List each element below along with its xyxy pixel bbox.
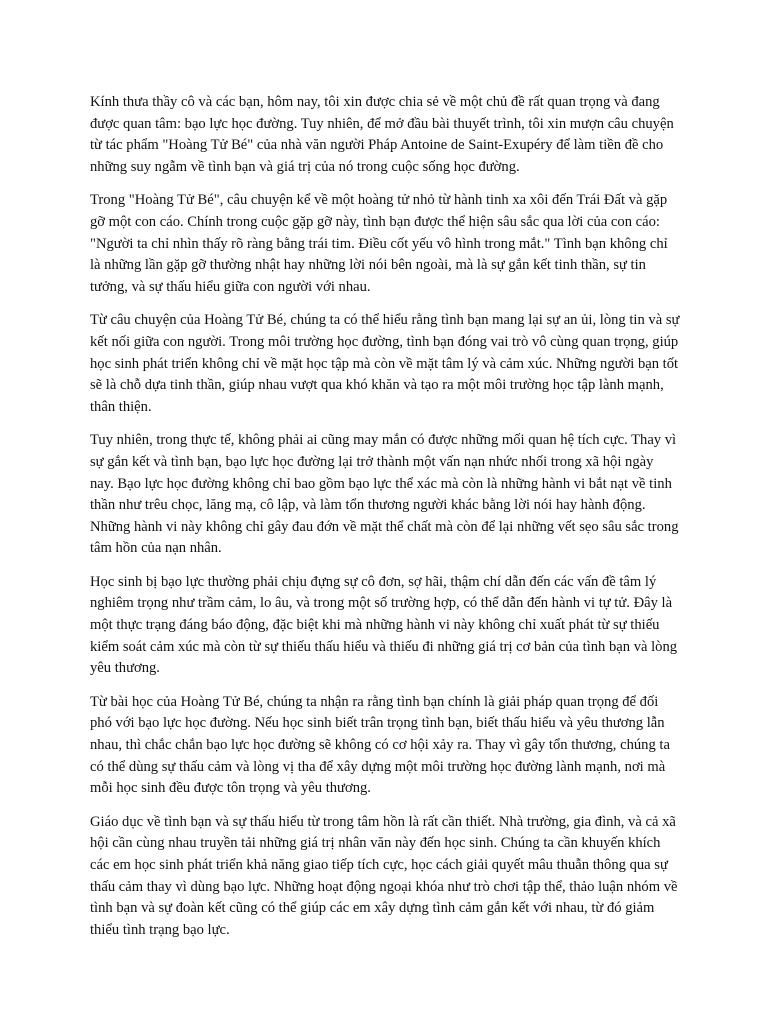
paragraph-5: Học sinh bị bạo lực thường phải chịu đựng sự cô đơn, sợ hãi, thậm chí dẫn đến các vấn đề tâm lý nghiêm trọng như trầm cảm, lo âu, và trong một số trường hợp, có thể dẫn đến hành vi tự tử. Đây là một thực trạng đáng báo động, đặc biệt khi mà những hành vi này không chỉ xuất phát từ sự thiếu kiểm soát cảm xúc mà còn từ sự thiếu thấu hiểu và thiếu đi những giá trị cơ bản của tình bạn và lòng yêu thương. [90,573,678,677]
paragraph-4: Tuy nhiên, trong thực tế, không phải ai cũng may mắn có được những mối quan hệ tích cực. Thay vì sự gắn kết và tình bạn, bạo lực học đường lại trở thành một vấn nạn nhức nhối trong xã hội ngày nay. Bạo lực học đường không chỉ bao gồm bạo lực thể xác mà còn là những hành vi bắt nạt về tinh thần như trêu chọc, lăng mạ, cô lập, và làm tổn thương người khác bằng lời nói hay hành động. Những hành vi này không chỉ gây đau đớn về mặt thể chất mà còn để lại những vết sẹo sâu sắc trong tâm hồn của nạn nhân. [90,432,679,557]
paragraph-2: Trong "Hoàng Tử Bé", câu chuyện kể về một hoàng tử nhỏ từ hành tinh xa xôi đến Trái Đất và gặp gỡ một con cáo. Chính trong cuộc gặp gỡ này, tình bạn được thể hiện sâu sắc qua lời của con cáo: "Người ta chỉ nhìn thấy rõ ràng bằng trái tim. Điều cốt yếu vô hình trong mắt." Tình bạn không chỉ là những lần gặp gỡ thường nhật hay những lời nói bên ngoài, mà là sự gắn kết tinh thần, sự tin tưởng, và sự thấu hiểu giữa con người với nhau. [90,192,668,295]
document-page [90,92,680,953]
paragraph-7: Giáo dục về tình bạn và sự thấu hiểu từ trong tâm hồn là rất cần thiết. Nhà trường, gia đình, và cả xã hội cần cùng nhau truyền tải những giá trị nhân văn này đến học sinh. Chúng ta cần khuyến khích các em học sinh phát triển khả năng giao tiếp tích cực, học cách giải quyết mâu thuẫn thông qua sự thấu cảm thay vì dùng bạo lực. Những hoạt động ngoại khóa như trò chơi tập thể, thảo luận nhóm về tình bạn và sự đoàn kết cũng có thể giúp các em xây dựng tình cảm gắn kết với nhau, từ đó giảm thiểu tình trạng bạo lực. [90,813,678,938]
paragraph-6: Từ bài học của Hoàng Tử Bé, chúng ta nhận ra rằng tình bạn chính là giải pháp quan trọng để đối phó với bạo lực học đường. Nếu học sinh biết trân trọng tình bạn, biết thấu hiểu và yêu thương lẫn nhau, thì chắc chắn bạo lực học đường sẽ không có cơ hội xảy ra. Thay vì gây tổn thương, chúng ta có thể dùng sự thấu cảm và lòng vị tha để xây dựng một môi trường học đường lành mạnh, nơi mà mỗi học sinh đều được tôn trọng và yêu thương. [90,693,670,797]
paragraph-3: Từ câu chuyện của Hoàng Tử Bé, chúng ta có thể hiểu rằng tình bạn mang lại sự an ủi, lòng tin và sự kết nối giữa con người. Trong môi trường học đường, tình bạn đóng vai trò vô cùng quan trọng, giúp học sinh phát triển không chỉ về mặt học tập mà còn về mặt tâm lý và cảm xúc. Những người bạn tốt sẽ là chỗ dựa tinh thần, giúp nhau vượt qua khó khăn và tạo ra một môi trường học tập lành mạnh, thân thiện. [90,312,680,415]
paragraph-1: Kính thưa thầy cô và các bạn, hôm nay, tôi xin được chia sẻ về một chủ đề rất quan trọng và đang được quan tâm: bạo lực học đường. Tuy nhiên, để mở đầu bài thuyết trình, tôi xin mượn câu chuyện từ tác phẩm "Hoàng Tử Bé" của nhà văn người Pháp Antoine de Saint-Exupéry để làm tiền đề cho những suy ngẫm về tình bạn và giá trị của nó trong cuộc sống học đường. [90,94,674,175]
